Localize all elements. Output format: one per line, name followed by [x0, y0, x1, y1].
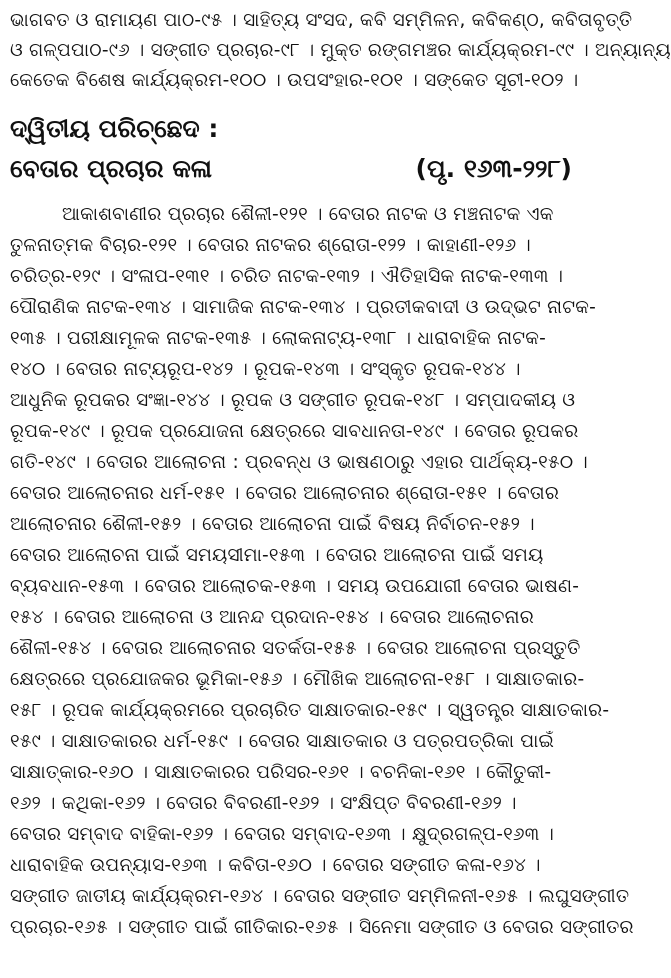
body-line: ପ୍ରଚାର-୧୬୫ । ସଙ୍ଗୀତ ପାଇଁ ଗୀତିକାର-୧୬୫ । ସିନେମା ସଙ୍ଗୀତ ଓ ବେତାର ସଙ୍ଗୀତର — [10, 917, 634, 938]
chapter-heading — [10, 150, 590, 188]
body-line: ଆଧୁନିକ ରୂପକର ସଂଜ୍ଞା-୧୪୪ । ରୂପକ ଓ ସଙ୍ଗୀତ ରୂପକ-୧୪୮ । ସମ୍ପାଦକୀୟ ଓ — [10, 390, 576, 411]
body-line: ରୂପକ-୧୪୯ । ରୂପକ ପ୍ରଯୋଜନା କ୍ଷେତ୍ରରେ ସାବଧାନତା-୧୪୯ । ବେତାର ରୂପକର — [10, 421, 579, 442]
body-line: ଆଲୋଚନାର ଶୈଳୀ-୧୫୨ । ବେତାର ଆଲୋଚନା ପାଇଁ ବିଷୟ ନିର୍ବାଚନ-୧୫୨ । — [10, 514, 535, 535]
body-line: ବେତାର ଆଲୋଚନାର ଧର୍ମ-୧୫୧ । ବେତାର ଆଲୋଚନାର ଶ୍ରୋତା-୧୫୧ । ବେତାର — [10, 483, 560, 504]
body-line: ଧାରାବାହିକ ଉପନ୍ୟାସ-୧୬୩ । କବିତା-୧୬୦ । ବେତାର ସଙ୍ଗୀତ କଳା-୧୬୪ । — [10, 855, 541, 876]
body-line: ଚରିତ୍ର-୧୨୯ । ସଂଳାପ-୧୩୧ । ଚରିତ ନାଟକ-୧୩୨ । ଐତିହାସିକ ନାଟକ-୧୩୩ । — [10, 266, 564, 287]
intro-line: ଭାଗବତ ଓ ରାମାୟଣ ପାଠ-୯୫ । ସାହିତ୍ୟ ସଂସଦ, କବି ସମ୍ମିଳନ, କବିକଣ୍ଠ, କବିତାବୃତ୍ତି — [10, 10, 633, 31]
body-line: କ୍ଷେତ୍ରରେ ପ୍ରଯୋଜକର ଭୂମିକା-୧୫୬ । ମୌଖିକ ଆଲୋଚନା-୧୫୮ । ସାକ୍ଷାତକାର- — [10, 669, 585, 690]
intro-line: ଓ ଗଳ୍ପପାଠ-୯୬ । ସଙ୍ଗୀତ ପ୍ରଚାର-୯୮ । ମୁକ୍ତ ରଙ୍ଗମଞ୍ଚର କାର୍ଯ୍ୟକ୍ରମ-୯୯ । ଅନ୍ୟାନ୍ୟ — [10, 40, 671, 61]
part-title: ଦ୍ୱିତୀୟ ପରିଚ୍ଛେଦ : — [10, 114, 219, 143]
body-line: ତୁଳନାତ୍ମକ ବିଚାର-୧୨୧ । ବେତାର ନାଟକର ଶ୍ରୋତା-୧୨୨ । କାହାଣୀ-୧୨୬ । — [10, 235, 531, 256]
body-line: ଶୈଳୀ-୧୫୪ । ବେତାର ଆଲୋଚନାର ସତର୍କତା-୧୫୫ । ବେତାର ଆଲୋଚନା ପ୍ରସ୍ତୁତି — [10, 638, 581, 659]
chapter-title: ବେତାର ପ୍ରଚାର କଳା — [10, 154, 213, 183]
body-line: ବେତାର ସମ୍ବାଦ ବାହିକା-୧୬୨ । ବେତାର ସମ୍ବାଦ-୧୬୩ । କ୍ଷୁଦ୍ରଗଳ୍ପ-୧୬୩ । — [10, 824, 555, 845]
body-line: ବେତାର ଆଲୋଚନା ପାଇଁ ସମୟସୀମା-୧୫୩ । ବେତାର ଆଲୋଚନା ପାଇଁ ସମୟ — [10, 545, 544, 566]
body-line: ୧୫୮ । ରୂପକ କାର୍ଯ୍ୟକ୍ରମରେ ପ୍ରଚାରିତ ସାକ୍ଷାତକାର-୧୫୯ । ସ୍ୱତନ୍ତ୍ର ସାକ୍ଷାତକାର- — [10, 700, 610, 721]
body-line: ୧୩୫ । ପରୀକ୍ଷାମୂଳକ ନାଟକ-୧୩୫ । ଲୋକନାଟ୍ୟ-୧୩୮ । ଧାରାବାହିକ ନାଟକ- — [10, 328, 547, 349]
body-line: ଗତି-୧୪୯ । ବେତାର ଆଲୋଚନା : ପ୍ରବନ୍ଧ ଓ ଭାଷଣଠାରୁ ଏହାର ପାର୍ଥକ୍ୟ-୧୫୦ । — [10, 452, 588, 473]
body-line: ୧୫୪ । ବେତାର ଆଲୋଚନା ଓ ଆନନ୍ଦ ପ୍ରଦାନ-୧୫୪ । ବେତାର ଆଲୋଚନାର — [10, 607, 534, 628]
body-line: ୧୫୯ । ସାକ୍ଷାତକାରର ଧର୍ମ-୧୫୯ । ବେତାର ସାକ୍ଷାତକାର ଓ ପତ୍ରପତ୍ରିକା ପାଇଁ — [10, 731, 555, 752]
page-range: (ପୃ. ୧୬୩-୨୨୮) — [415, 154, 572, 183]
body-line: ସାକ୍ଷାତ୍କାର-୧୬୦ । ସାକ୍ଷାତକାରର ପରିସର-୧୬୧ । ବଚନିକା-୧୬୧ । କୌତୁକୀ- — [10, 762, 552, 783]
body-line: ବ୍ୟବଧାନ-୧୫୩ । ବେତାର ଆଲୋଚକ-୧୫୩ । ସମୟ ଉପଯୋଗୀ ବେତାର ଭାଷଣ- — [10, 576, 580, 597]
body-line: ସଙ୍ଗୀତ ଜାତୀୟ କାର୍ଯ୍ୟକ୍ରମ-୧୬୪ । ବେତାର ସଙ୍ଗୀତ ସମ୍ମିଳନୀ-୧୬୫ । ଲଘୁସଙ୍ଗୀତ — [10, 886, 630, 907]
body-line: ୧୪୦ । ବେତାର ନାଟ୍ୟରୂପ-୧୪୨ । ରୂପକ-୧୪୩ । ସଂସ୍କୃତ ରୂପକ-୧୪୪ । — [10, 359, 521, 380]
intro-line: କେତେକ ବିଶେଷ କାର୍ଯ୍ୟକ୍ରମ-୧୦୦ । ଉପସଂହାର-୧୦୧ । ସଙ୍କେତ ସୂଚୀ-୧୦୨ । — [10, 70, 579, 91]
body-line: ୧୬୨ । କଥିକା-୧୬୨ । ବେତାର ବିବରଣୀ-୧୬୨ । ସଂକ୍ଷିପ୍ତ ବିବରଣୀ-୧୬୨ । — [10, 793, 517, 814]
body-line: ପୌରାଣିକ ନାଟକ-୧୩୪ । ସାମାଜିକ ନାଟକ-୧୩୪ । ପ୍ରତୀକବାଦୀ ଓ ଉଦ୍ଭଟ ନାଟକ- — [10, 297, 596, 318]
body-line: ଆକାଶବାଣୀର ପ୍ରଚାର ଶୈଳୀ-୧୨୧ । ବେତାର ନାଟକ ଓ ମଞ୍ଚନାଟକ ଏକ — [62, 204, 554, 225]
